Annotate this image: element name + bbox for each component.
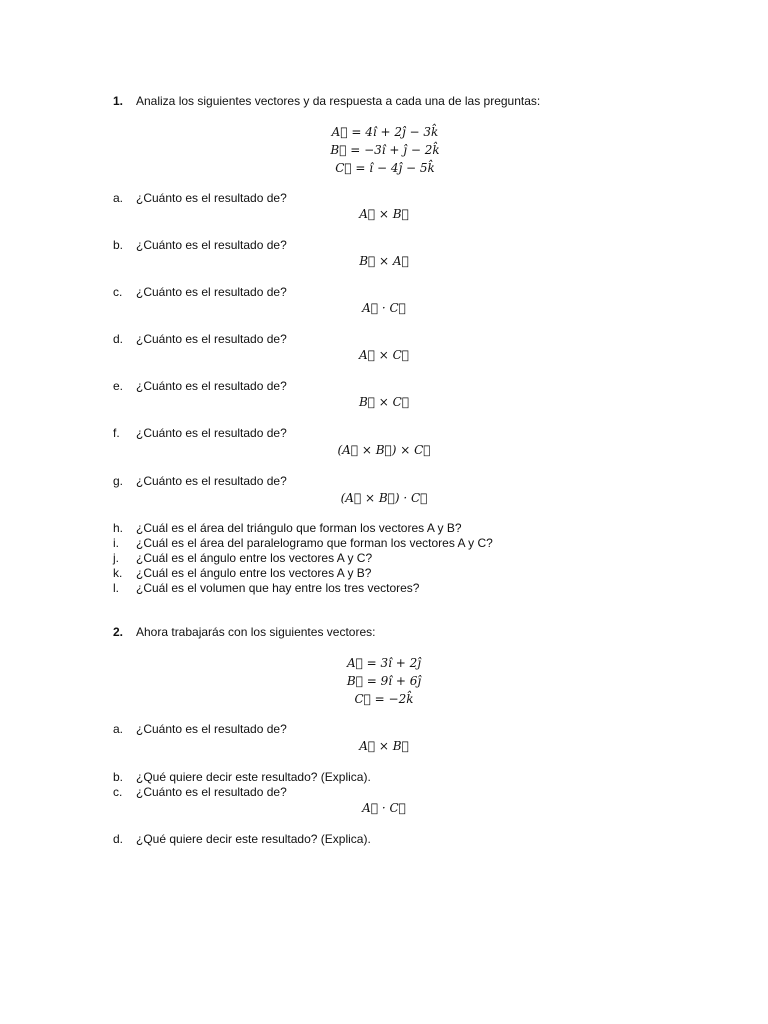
q1-question-letter: l. [113, 581, 119, 595]
q1-item-expression: A⃗ × C⃗ [359, 348, 409, 362]
q1-item-expression: A⃗ × B⃗ [359, 207, 409, 221]
q1-item-text: ¿Cuánto es el resultado de? [136, 285, 287, 299]
q1-question-letter: k. [113, 566, 123, 580]
q1-item-text: ¿Cuánto es el resultado de? [136, 238, 287, 252]
q2-item-expression: A⃗ · C⃗ [362, 801, 406, 815]
q1-item-text: ¿Cuánto es el resultado de? [136, 191, 287, 205]
q1-item-expression: (A⃗ × B⃗) × C⃗ [337, 443, 431, 457]
question-1-number: 1. [113, 94, 124, 108]
q1-item-text: ¿Cuánto es el resultado de? [136, 474, 287, 488]
q1-item-letter: g. [113, 474, 124, 488]
q2-equation-b: B⃗ = 9î + 6ĵ [346, 674, 422, 688]
q2-item-text: ¿Qué quiere decir este resultado? (Explica). [136, 832, 371, 846]
q1-item-text: ¿Cuánto es el resultado de? [136, 379, 287, 393]
q2-item-letter: b. [113, 770, 124, 784]
q2-item-text: ¿Qué quiere decir este resultado? (Explica). [136, 770, 371, 784]
q1-item-letter: c. [113, 285, 123, 299]
q1-question-text: ¿Cuál es el ángulo entre los vectores A y B? [136, 566, 372, 580]
q1-question-letter: j. [113, 551, 119, 565]
q2-equation-c: C⃗ = −2k̂ [354, 692, 414, 706]
q1-item-expression: B⃗ × C⃗ [358, 395, 410, 409]
q2-item-letter: d. [113, 832, 124, 846]
q1-question-letter: h. [113, 521, 124, 535]
q1-question-text: ¿Cuál es el área del paralelogramo que forman los vectores A y C? [136, 536, 493, 550]
question-1-prompt: Analiza los siguientes vectores y da respuesta a cada una de las preguntas: [136, 94, 541, 108]
q1-question-letter: i. [113, 536, 119, 550]
q1-item-letter: d. [113, 332, 124, 346]
question-2-number: 2. [113, 625, 124, 639]
q1-item-letter: b. [113, 238, 124, 252]
q1-equation-b: B⃗ = −3î + ĵ − 2k̂ [330, 143, 440, 157]
q1-equation-c: C⃗ = î − 4ĵ − 5k̂ [335, 161, 435, 175]
q2-item-letter: a. [113, 722, 124, 736]
q1-equation-a: A⃗ = 4î + 2ĵ − 3k̂ [331, 125, 439, 139]
q1-item-letter: f. [113, 426, 120, 440]
q1-item-expression: A⃗ · C⃗ [362, 301, 406, 315]
q1-item-text: ¿Cuánto es el resultado de? [136, 332, 287, 346]
q1-item-text: ¿Cuánto es el resultado de? [136, 426, 287, 440]
q2-equation-a: A⃗ = 3î + 2ĵ [346, 656, 422, 670]
q2-item-text: ¿Cuánto es el resultado de? [136, 722, 287, 736]
q1-item-expression: B⃗ × A⃗ [359, 254, 409, 268]
q1-question-text: ¿Cuál es el área del triángulo que forman los vectores A y B? [136, 521, 462, 535]
q1-item-expression: (A⃗ × B⃗) · C⃗ [340, 491, 428, 505]
q1-item-letter: e. [113, 379, 124, 393]
q1-question-text: ¿Cuál es el volumen que hay entre los tres vectores? [136, 581, 420, 595]
q2-item-text: ¿Cuánto es el resultado de? [136, 785, 287, 799]
question-2-prompt: Ahora trabajarás con los siguientes vectores: [136, 625, 376, 639]
q1-question-text: ¿Cuál es el ángulo entre los vectores A y C? [136, 551, 373, 565]
q1-item-letter: a. [113, 191, 124, 205]
q2-item-expression: A⃗ × B⃗ [359, 739, 409, 753]
q2-item-letter: c. [113, 785, 123, 799]
